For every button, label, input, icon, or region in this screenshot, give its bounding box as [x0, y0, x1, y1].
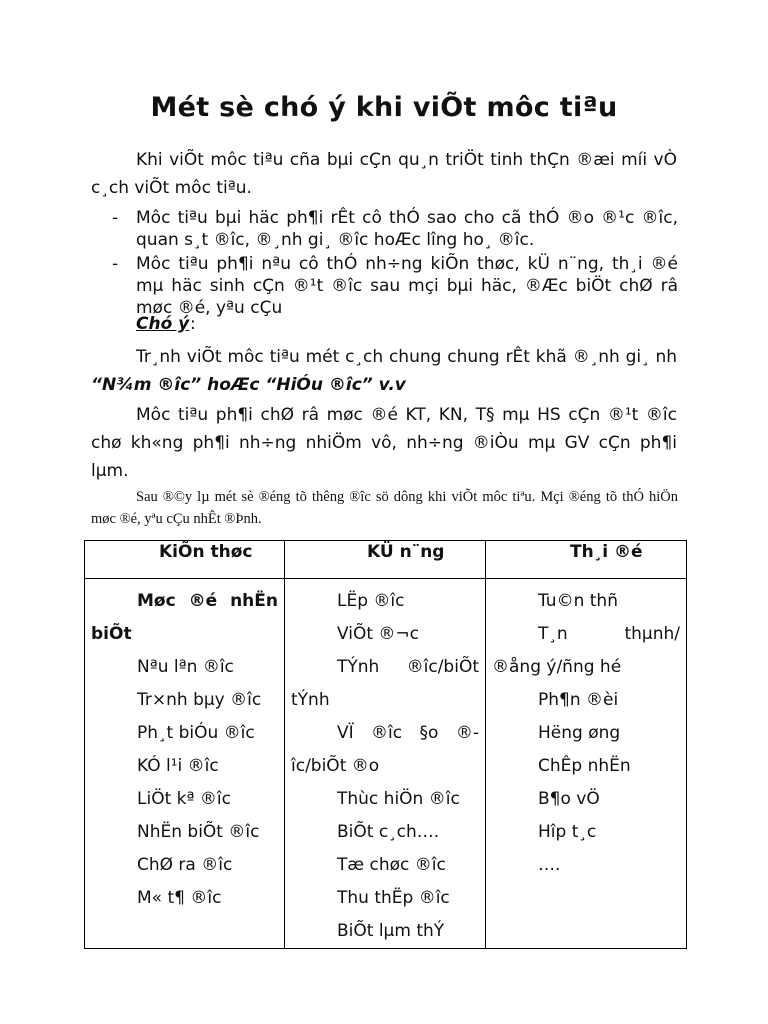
bullet-item: [112, 207, 678, 251]
list-item: Ph¶n ®èi: [538, 690, 619, 710]
avoid-paragraph-emphasis: “N¾m ®îc” hoÆc “HiÓu ®îc” v.v: [91, 375, 406, 395]
bullet-marker: -: [112, 208, 119, 228]
list-item: ….: [538, 855, 561, 875]
bullet-text: Môc tiªu bµi häc ph¶i rÊt cô thÓ sao cho cã thÓ ®o ®¹c ®îc, quan s¸t ®îc, ®¸nh gi¸ ®îc hoÆc lîng ho¸ ®îc.: [136, 208, 678, 250]
avoid-paragraph-text: Tr¸nh viÕt môc tiªu mét c¸ch chung chung rÊt khã ®¸nh gi¸ nh: [136, 347, 677, 367]
list-item: NhËn biÕt ®îc: [137, 822, 260, 842]
header-knowledge: [85, 541, 285, 579]
list-item: ViÕt ®¬c: [337, 624, 420, 644]
knowledge-cell: [85, 579, 285, 949]
list-item: ChÊp nhËn: [538, 756, 631, 776]
intro-paragraph: Khi viÕt môc tiªu cña bµi cÇn qu¸n triÖt tinh thÇn ®æi míi vÒ c¸ch viÕt môc tiªu.: [91, 150, 677, 198]
list-item: BiÕt lµm thÝ: [337, 921, 445, 941]
list-item: KÓ l¹i ®îc: [137, 756, 219, 776]
page-title: Mét sè chó ý khi viÕt môc tiªu: [150, 92, 618, 123]
header-attitude-label: Th¸i ®é: [570, 542, 643, 562]
table-header-row: [85, 541, 687, 579]
avoid-paragraph: [91, 343, 677, 399]
header-skills-label: KÜ n¨ng: [367, 542, 445, 562]
knowledge-level-heading: Møc ®é nhËn biÕt: [91, 591, 278, 644]
note-colon: :: [190, 314, 196, 334]
list-item: BiÕt c¸ch….: [337, 822, 440, 842]
list-item: Thu thËp ®îc: [337, 888, 450, 908]
skills-cell: [285, 579, 486, 949]
verb-table: [84, 540, 687, 949]
list-item: ChØ ra ®îc: [137, 855, 233, 875]
list-item: LiÖt kª ®îc: [137, 789, 231, 809]
list-item: T¸n thµnh/ ®ång ý/ñng hé: [492, 624, 680, 677]
list-item: Thùc hiÖn ®îc: [337, 789, 460, 809]
bullet-list: [112, 207, 678, 321]
list-item: LËp ®îc: [337, 591, 405, 611]
objective-paragraph: Môc tiªu ph¶i chØ râ møc ®é KT, KN, T§ mµ HS cÇn ®¹t ®îc chø kh«ng ph¶i nh÷ng nhiÖm vô, nh÷ng ®iÒu mµ GV cÇn ph¶i lµm.: [91, 405, 677, 481]
list-item: Tu©n thñ: [538, 591, 618, 611]
verb-intro-paragraph: Sau ®©y lµ mét sè ®éng tõ thêng ®îc sö dông khi viÕt môc tiªu. Mçi ®éng tõ thÓ hiÖn møc ®é, yªu cÇu nhÊt ®Þnh.: [91, 489, 678, 527]
bullet-marker: -: [112, 254, 119, 274]
table-row: [85, 579, 687, 949]
attitude-cell: [486, 579, 687, 949]
list-item: Hëng øng: [538, 723, 621, 743]
list-item: VÏ ®îc §o ®îc/biÕt ®o: [291, 723, 479, 776]
list-item: Nªu lªn ®îc: [137, 657, 234, 677]
header-attitude: [486, 541, 687, 579]
note-label: Chó ý: [136, 314, 190, 334]
list-item: B¶o vÖ: [538, 789, 600, 809]
list-item: TÝnh ®îc/biÕt tÝnh: [291, 657, 479, 710]
bullet-item: [112, 253, 678, 319]
list-item: Hîp t¸c: [538, 822, 597, 842]
list-item: Ph¸t biÓu ®îc: [137, 723, 255, 743]
list-item: M« t¶ ®îc: [137, 888, 222, 908]
list-item: Tr×nh bµy ®îc: [137, 690, 262, 710]
bullet-text: Môc tiªu ph¶i nªu cô thÓ nh÷ng kiÕn thøc, kÜ n¨ng, th¸i ®é mµ häc sinh cÇn ®¹t ®îc sau mçi bµi häc, ®Æc biÖt chØ râ møc ®é, yªu cÇu: [136, 254, 678, 318]
list-item: Tæ chøc ®îc: [337, 855, 446, 875]
header-knowledge-label: KiÕn thøc: [159, 542, 253, 562]
header-skills: [285, 541, 486, 579]
